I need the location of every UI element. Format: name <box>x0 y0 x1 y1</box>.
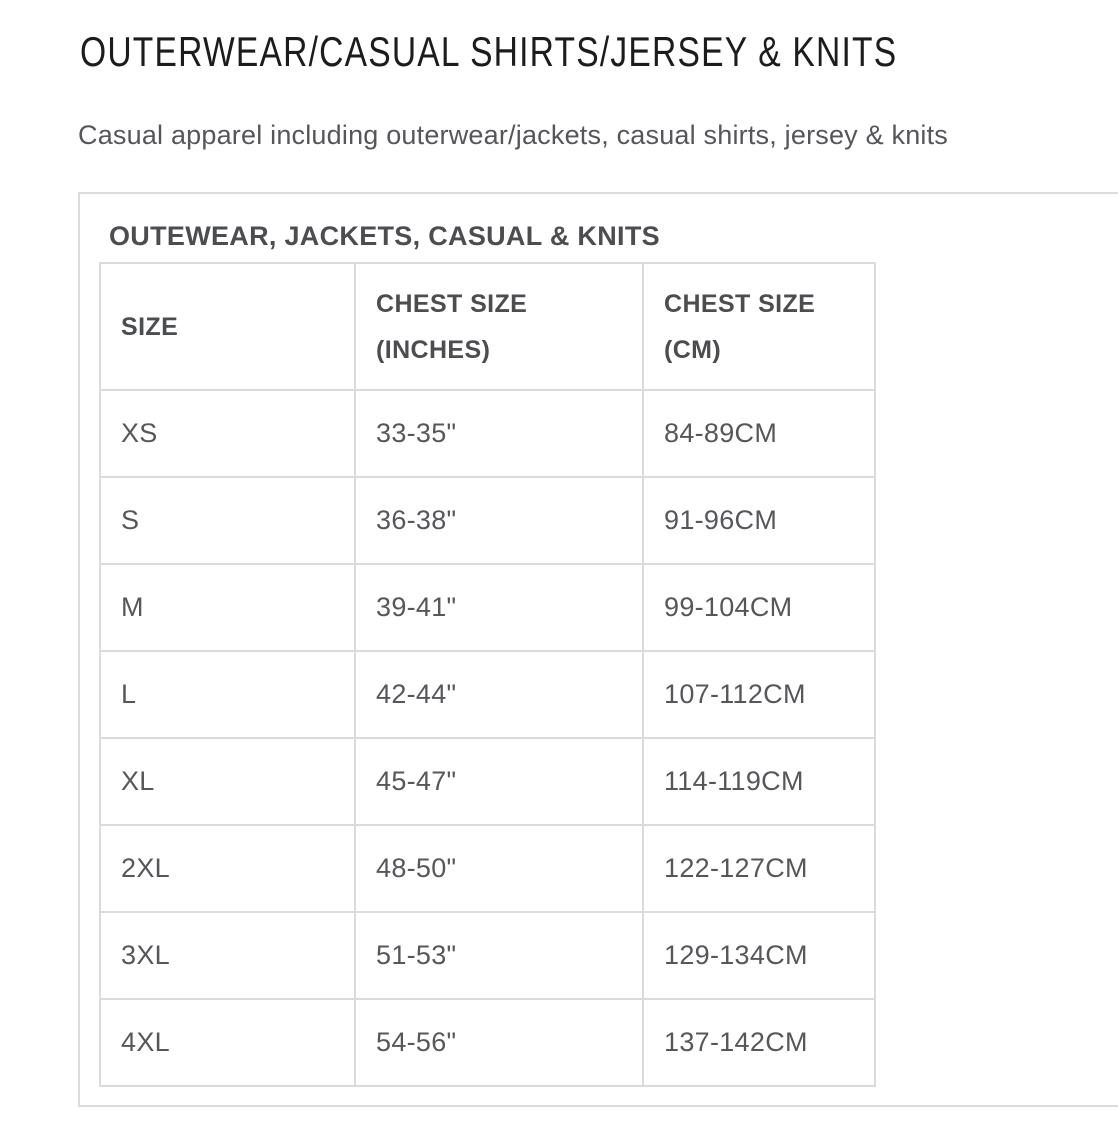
size-cell: 3XL <box>100 912 355 999</box>
chest-inches-cell: 36-38" <box>355 477 643 564</box>
table-row <box>100 825 875 912</box>
header-row <box>100 263 875 390</box>
chest-cm-cell: 84-89CM <box>643 390 875 477</box>
table-row <box>100 390 875 477</box>
chest-inches-cell: 45-47" <box>355 738 643 825</box>
size-cell: S <box>100 477 355 564</box>
chest-cm-cell: 122-127CM <box>643 825 875 912</box>
size-chart-card-title: OUTEWEAR, JACKETS, CASUAL & KNITS <box>109 221 660 251</box>
column-header: SIZE <box>100 263 355 390</box>
size-cell: 2XL <box>100 825 355 912</box>
chest-inches-cell: 39-41" <box>355 564 643 651</box>
table-row <box>100 738 875 825</box>
page-title: OUTERWEAR/CASUAL SHIRTS/JERSEY & KNITS <box>80 28 898 75</box>
chest-cm-cell: 114-119CM <box>643 738 875 825</box>
chest-cm-cell: 91-96CM <box>643 477 875 564</box>
table-row <box>100 912 875 999</box>
page-subtitle: Casual apparel including outerwear/jackets, casual shirts, jersey & knits <box>78 120 949 150</box>
chest-inches-cell: 48-50" <box>355 825 643 912</box>
chest-cm-cell: 99-104CM <box>643 564 875 651</box>
size-chart-table-head <box>100 263 875 390</box>
size-cell: L <box>100 651 355 738</box>
column-header: CHEST SIZE (CM) <box>643 263 875 390</box>
table-row <box>100 477 875 564</box>
table-row <box>100 999 875 1086</box>
chest-inches-cell: 33-35" <box>355 390 643 477</box>
size-cell: XL <box>100 738 355 825</box>
size-chart-table-body <box>100 390 875 1086</box>
column-header: CHEST SIZE (INCHES) <box>355 263 643 390</box>
chest-inches-cell: 42-44" <box>355 651 643 738</box>
chest-cm-cell: 137-142CM <box>643 999 875 1086</box>
chest-inches-cell: 51-53" <box>355 912 643 999</box>
size-cell: 4XL <box>100 999 355 1086</box>
chest-inches-cell: 54-56" <box>355 999 643 1086</box>
chest-cm-cell: 129-134CM <box>643 912 875 999</box>
size-cell: M <box>100 564 355 651</box>
size-chart-table <box>99 262 876 1087</box>
size-cell: XS <box>100 390 355 477</box>
chest-cm-cell: 107-112CM <box>643 651 875 738</box>
table-row <box>100 564 875 651</box>
table-row <box>100 651 875 738</box>
size-chart-card <box>78 192 1118 1107</box>
